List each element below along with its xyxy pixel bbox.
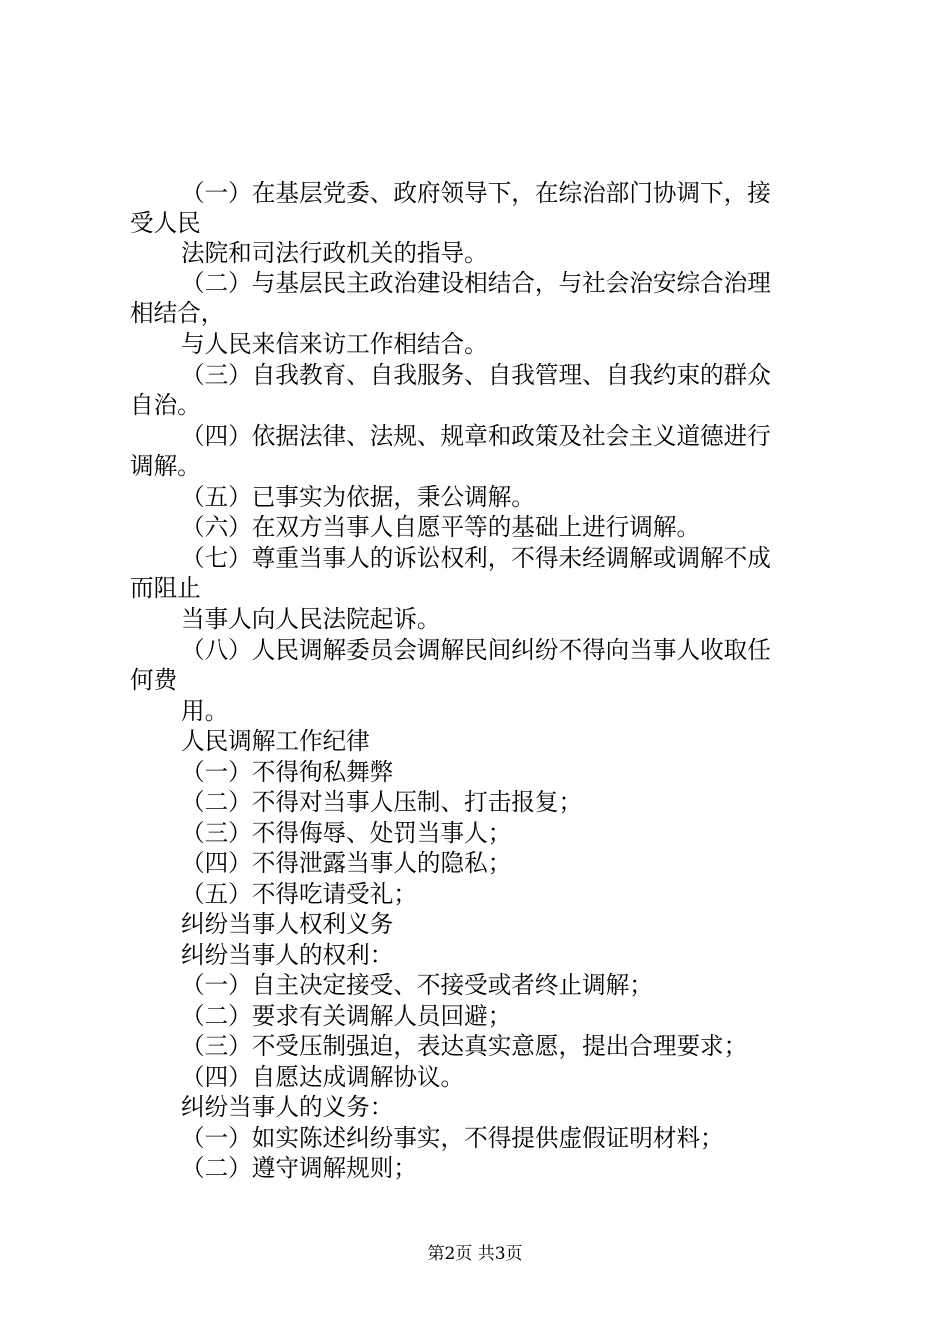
text-line: 自治。 <box>130 391 201 419</box>
text-line: （二）要求有关调解人员回避； <box>181 1002 512 1030</box>
text-line: （六）在双方当事人自愿平等的基础上进行调解。 <box>181 513 701 541</box>
text-line: （三）不受压制强迫，表达真实意愿，提出合理要求； <box>181 1032 748 1060</box>
page-number-footer: 第2页 共3页 <box>427 1244 523 1264</box>
subsection-heading: 纠纷当事人的义务： <box>181 1093 394 1121</box>
text-line: （四）自愿达成调解协议。 <box>181 1063 465 1091</box>
text-line: （七）尊重当事人的诉讼权利，不得未经调解或调解不成 <box>181 544 771 572</box>
text-line: 调解。 <box>130 452 201 480</box>
text-line: （一）如实陈述纠纷事实，不得提供虚假证明材料； <box>181 1124 724 1152</box>
text-line: 受人民 <box>130 209 201 237</box>
text-line: （五）已事实为依据，秉公调解。 <box>181 483 535 511</box>
text-line: （三）不得侮辱、处罚当事人； <box>181 819 512 847</box>
section-heading: 纠纷当事人权利义务 <box>181 910 394 938</box>
section-heading: 人民调解工作纪律 <box>181 727 370 755</box>
text-line: （二）与基层民主政治建设相结合，与社会治安综合治理 <box>181 269 771 297</box>
text-line: 何费 <box>130 666 178 694</box>
text-line: （一）自主决定接受、不接受或者终止调解； <box>181 971 653 999</box>
text-line: 相结合， <box>130 299 225 327</box>
text-line: （三）自我教育、自我服务、自我管理、自我约束的群众 <box>181 361 771 389</box>
text-line: （二）不得对当事人压制、打击报复； <box>181 788 583 816</box>
text-line: 而阻止 <box>130 574 201 602</box>
text-line: 当事人向人民法院起诉。 <box>181 605 441 633</box>
subsection-heading: 纠纷当事人的权利： <box>181 941 394 969</box>
text-line: 法院和司法行政机关的指导。 <box>181 239 488 267</box>
text-line: 用。 <box>181 697 229 725</box>
text-line: （五）不得吃请受礼； <box>181 880 417 908</box>
text-line: 与人民来信来访工作相结合。 <box>181 330 488 358</box>
text-line: （一）不得徇私舞弊 <box>181 758 394 786</box>
text-line: （四）依据法律、法规、规章和政策及社会主义道德进行 <box>181 422 771 450</box>
text-line: （八）人民调解委员会调解民间纠纷不得向当事人收取任 <box>181 636 771 664</box>
text-line: （二）遵守调解规则； <box>181 1154 417 1182</box>
text-line: （四）不得泄露当事人的隐私； <box>181 849 512 877</box>
text-line: （一）在基层党委、政府领导下，在综治部门协调下，接 <box>181 179 771 207</box>
